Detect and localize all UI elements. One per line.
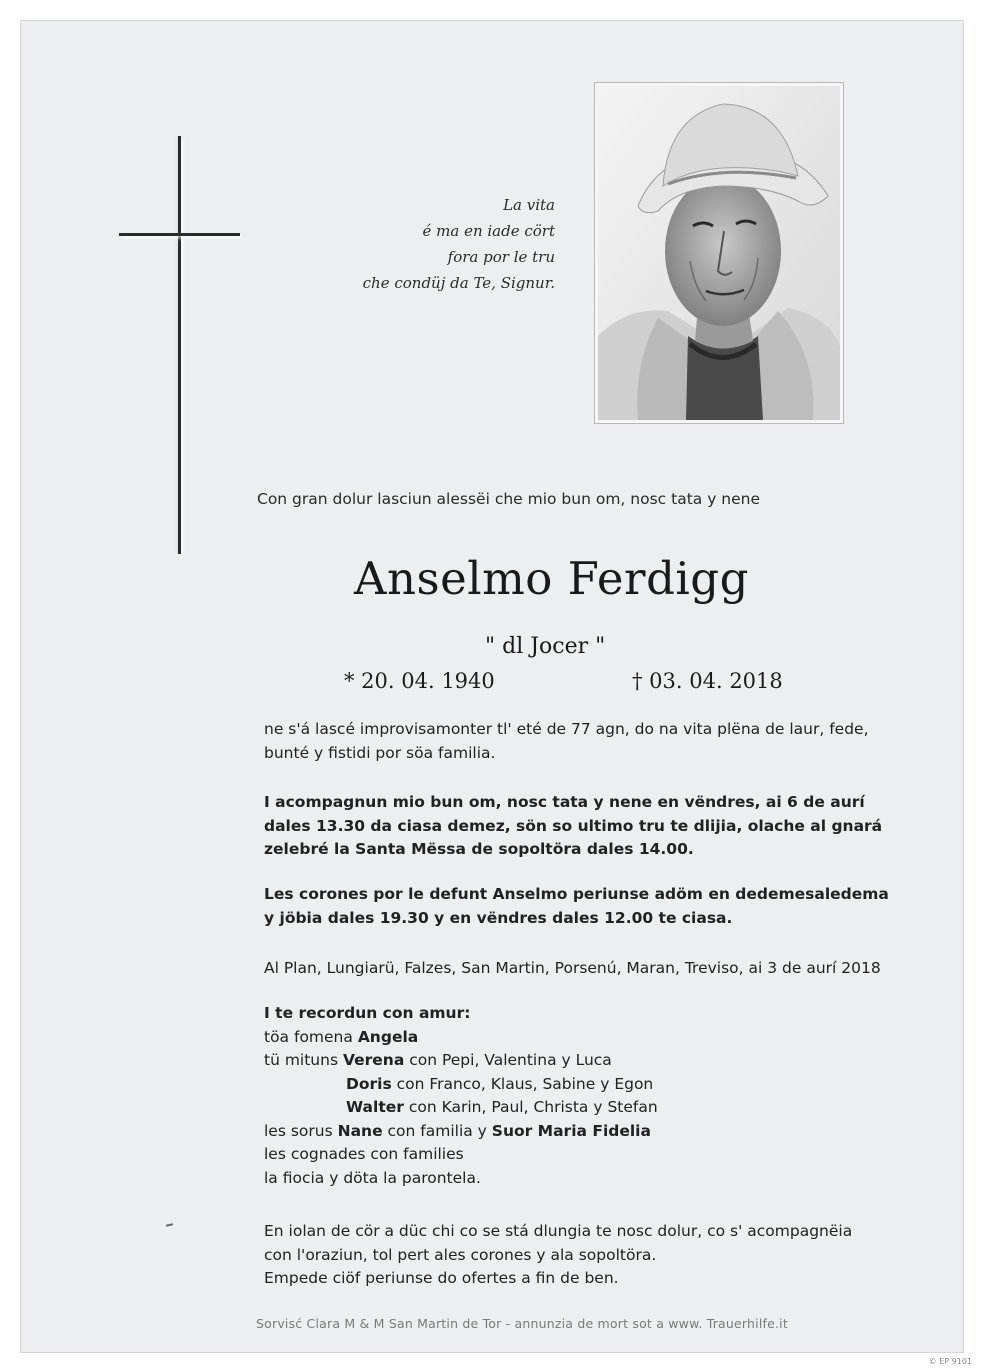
text-line: dales 13.30 da ciasa demez, sön so ultimo tru te dlijia, olache al gnará [264,816,883,835]
print-code: © EP 9101 [928,1357,972,1366]
mourner-line [264,1096,924,1120]
mourner-name: Doris [346,1074,392,1093]
announcement-paragraph [264,718,924,765]
mourner-line [264,1120,924,1144]
text-line: bunté y fistidi por söa familia. [264,743,496,762]
cross-icon-horizontal [119,233,240,236]
mourner-name: Angela [357,1027,419,1046]
poem-line: che condüj da Te, Signur. [362,274,555,292]
relation-label: tü mituns [264,1051,343,1069]
portrait-photo [594,82,844,424]
poem-line: fora por le tru [447,248,555,266]
relation-label: les sorus [264,1121,338,1140]
nickname: " dl Jocer " [485,634,606,659]
mourner-family: con Karin, Paul, Christa y Stefan [403,1098,658,1116]
poem [300,192,555,296]
funeral-paragraph [264,791,924,862]
mourner-family: con Franco, Klaus, Sabine y Egon [391,1074,654,1093]
mourner-name: Verena [342,1051,405,1069]
mourner-line: la fiocia y döta la parontela. [264,1168,481,1187]
places-date-line [264,957,924,981]
relation-label: töa fomena [264,1027,358,1046]
mourner-line [264,1049,924,1073]
footer-credit: Sorvisć Clara M & M San Martin de Tor - annunzia de mort sot a www. Trauerhilfe.it [256,1316,788,1331]
closing-paragraph [264,1220,924,1291]
text-line: y jöbia dales 19.30 y en vëndres dales 12.00 te ciasa. [264,908,733,927]
mourner-line [264,1026,924,1050]
mourner-line: les cognades con families [264,1145,464,1163]
intro-line: Con gran dolur lasciun alessëi che mio bun om, nosc tata y nene [257,490,761,508]
birth-date: * 20. 04. 1940 [344,669,495,693]
mourner-line [264,1073,924,1097]
text-line: I acompagnun mio bun om, nosc tata y nene en vëndres, ai 6 de aurí [264,793,865,811]
text-line: ne s'á lascé improvisamonter tl' eté de 77 agn, do na vita plëna de laur, fede, [264,720,869,738]
mourners-list [264,1002,924,1190]
mourners-heading: I te recordun con amur: [264,1004,471,1022]
mourner-name: Walter [346,1098,404,1116]
poem-line: é ma en iade cört [422,222,555,240]
text-line: Les corones por le defunt Anselmo periunse adöm en dedemesaledema [264,885,889,903]
deceased-name: Anselmo Ferdigg [354,552,749,605]
text-line: Al Plan, Lungiarü, Falzes, San Martin, Porsenú, Maran, Treviso, ai 3 de aurí 2018 [264,959,881,977]
mourner-family: con familia y [382,1121,492,1140]
text-line: Empede ciöf periunse do ofertes a fin de ben. [264,1269,619,1287]
mourner-name: Suor Maria Fidelia [491,1121,651,1140]
poem-line: La vita [503,196,555,214]
mourner-family: con Pepi, Valentina y Luca [404,1051,612,1069]
cross-icon-vertical [178,136,181,554]
text-line: con l'oraziun, tol pert ales corones y ala sopoltöra. [264,1245,657,1264]
portrait-image [598,86,840,420]
mourner-name: Nane [337,1121,383,1140]
rosary-paragraph [264,883,924,930]
death-date: † 03. 04. 2018 [632,669,783,693]
text-line: En iolan de cör a düc chi co se stá dlungia te nosc dolur, co s' acompagnëia [264,1222,853,1240]
text-line: zelebré la Santa Mëssa de sopoltöra dales 14.00. [264,840,694,858]
